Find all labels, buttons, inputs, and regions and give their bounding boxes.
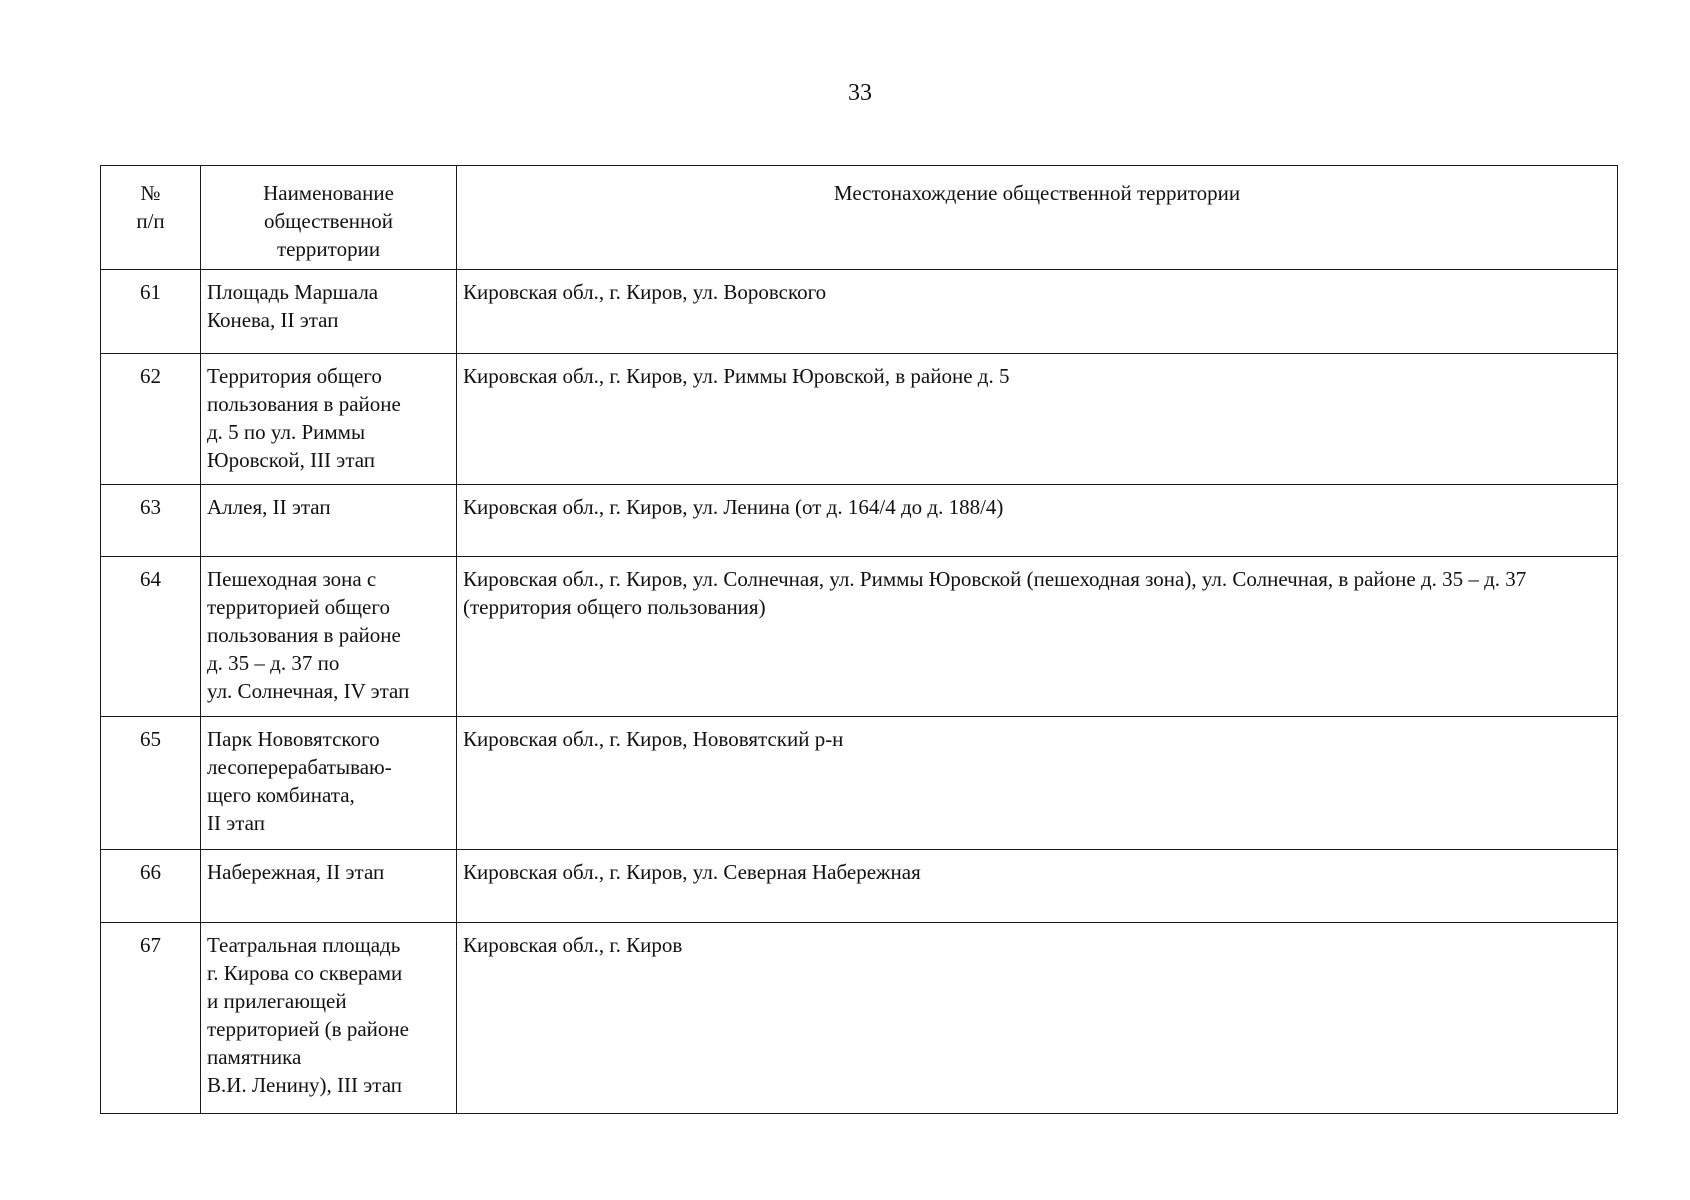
header-number	[101, 166, 201, 270]
territory-name-line: пользования в районе	[207, 392, 401, 416]
territory-name	[201, 850, 457, 923]
territory-name-line: территорией (в районе	[207, 1017, 409, 1041]
territory-name-line: лесоперерабатываю-	[207, 755, 392, 779]
header-name	[201, 166, 457, 270]
row-number: 61	[101, 270, 201, 354]
row-number: 64	[101, 557, 201, 717]
territory-name-line: Юровской, III этап	[207, 448, 376, 472]
territory-name-line: В.И. Ленину), III этап	[207, 1073, 403, 1097]
table-row	[101, 354, 1618, 485]
territory-name-line: и прилегающей	[207, 989, 347, 1013]
territory-name	[201, 485, 457, 557]
header-name-line: Наименование	[263, 181, 394, 205]
row-number: 67	[101, 923, 201, 1114]
territory-name-line: II этап	[207, 811, 265, 835]
territory-location: Кировская обл., г. Киров, ул. Солнечная, ул. Риммы Юровской (пешеходная зона), ул. Солнечная, в районе д. 35 – д. 37 (территория общего пользования)	[457, 557, 1618, 717]
header-location: Местонахождение общественной территории	[457, 166, 1618, 270]
territory-name-line: г. Кирова со скверами	[207, 961, 403, 985]
header-number-line: №	[140, 181, 161, 205]
territory-name-line: Аллея, II этап	[207, 495, 331, 519]
table-row	[101, 717, 1618, 850]
territory-name-line: д. 35 – д. 37 по	[207, 651, 340, 675]
territory-name-line: Территория общего	[207, 364, 382, 388]
territory-name-line: пользования в районе	[207, 623, 401, 647]
row-number: 62	[101, 354, 201, 485]
territory-name-line: Театральная площадь	[207, 933, 401, 957]
territory-location: Кировская обл., г. Киров, ул. Северная Набережная	[457, 850, 1618, 923]
territory-location: Кировская обл., г. Киров, ул. Воровского	[457, 270, 1618, 354]
territory-name-line: Пешеходная зона с	[207, 567, 377, 591]
table-row	[101, 485, 1618, 557]
table-row	[101, 270, 1618, 354]
row-number: 66	[101, 850, 201, 923]
territory-name	[201, 557, 457, 717]
table-body	[101, 270, 1618, 1114]
territory-name-line: щего комбината,	[207, 783, 355, 807]
territory-location: Кировская обл., г. Киров, ул. Риммы Юровской, в районе д. 5	[457, 354, 1618, 485]
table-row	[101, 850, 1618, 923]
header-name-line: общественной	[263, 209, 394, 233]
territory-name-line: Конева, II этап	[207, 308, 339, 332]
row-number: 63	[101, 485, 201, 557]
territory-name	[201, 923, 457, 1114]
row-number: 65	[101, 717, 201, 850]
territory-name	[201, 717, 457, 850]
table-row	[101, 557, 1618, 717]
territory-name-line: Площадь Маршала	[207, 280, 379, 304]
table-row	[101, 923, 1618, 1114]
territory-name-line: территорией общего	[207, 595, 390, 619]
territory-location: Кировская обл., г. Киров	[457, 923, 1618, 1114]
territory-name-line: Парк Нововятского	[207, 727, 380, 751]
table-header-row	[101, 166, 1618, 270]
territory-name-line: ул. Солнечная, IV этап	[207, 679, 410, 703]
header-number-line: п/п	[136, 209, 165, 233]
territory-name-line: д. 5 по ул. Риммы	[207, 420, 366, 444]
territory-location: Кировская обл., г. Киров, ул. Ленина (от д. 164/4 до д. 188/4)	[457, 485, 1618, 557]
territory-location: Кировская обл., г. Киров, Нововятский р-н	[457, 717, 1618, 850]
territory-name-line: памятника	[207, 1045, 302, 1069]
territory-name-line: Набережная, II этап	[207, 860, 385, 884]
territories-table	[100, 165, 1618, 1114]
territory-name	[201, 354, 457, 485]
header-name-line: территории	[276, 237, 381, 261]
page-number: 33	[848, 80, 872, 106]
territory-name	[201, 270, 457, 354]
